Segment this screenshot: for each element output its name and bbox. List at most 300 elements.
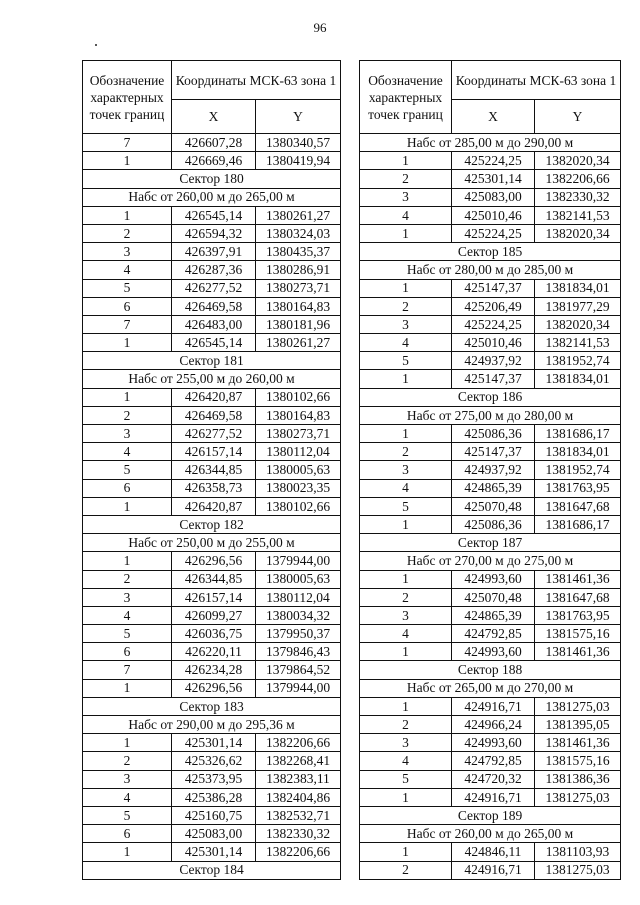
table-row bbox=[83, 643, 341, 661]
section-row bbox=[360, 134, 621, 152]
y-coordinate: 1381952,74 bbox=[535, 352, 621, 370]
point-number: 1 bbox=[83, 679, 172, 697]
y-coordinate: 1380340,57 bbox=[256, 134, 341, 152]
y-coordinate: 1380112,04 bbox=[256, 588, 341, 606]
x-coordinate: 424916,71 bbox=[452, 697, 535, 715]
y-coordinate: 1381461,36 bbox=[535, 643, 621, 661]
table-row bbox=[83, 297, 341, 315]
point-number: 1 bbox=[83, 497, 172, 515]
table-row bbox=[360, 861, 621, 879]
table-row bbox=[360, 443, 621, 461]
y-coordinate: 1382206,66 bbox=[535, 170, 621, 188]
point-number: 5 bbox=[360, 770, 452, 788]
point-number: 2 bbox=[83, 224, 172, 242]
x-coordinate: 426483,00 bbox=[172, 315, 256, 333]
table-row bbox=[360, 461, 621, 479]
table-row bbox=[360, 570, 621, 588]
section-row bbox=[360, 406, 621, 424]
point-number: 3 bbox=[360, 606, 452, 624]
table-row bbox=[83, 734, 341, 752]
section-row bbox=[83, 716, 341, 734]
table-row bbox=[83, 552, 341, 570]
y-coordinate: 1379864,52 bbox=[256, 661, 341, 679]
x-coordinate: 426469,58 bbox=[172, 297, 256, 315]
point-number: 6 bbox=[83, 479, 172, 497]
y-coordinate: 1380435,37 bbox=[256, 243, 341, 261]
section-label: Сектор 181 bbox=[83, 352, 341, 370]
point-number: 3 bbox=[83, 425, 172, 443]
table-row bbox=[360, 152, 621, 170]
point-number: 1 bbox=[360, 515, 452, 533]
table-row bbox=[83, 315, 341, 333]
y-coordinate: 1380034,32 bbox=[256, 606, 341, 624]
section-row bbox=[83, 534, 341, 552]
x-coordinate: 426234,28 bbox=[172, 661, 256, 679]
point-designation-header: Обозначение характерных точек границ bbox=[360, 61, 452, 134]
point-number: 3 bbox=[360, 315, 452, 333]
x-coordinate: 425010,46 bbox=[452, 206, 535, 224]
table-row bbox=[360, 515, 621, 533]
point-number: 4 bbox=[83, 788, 172, 806]
x-coordinate: 426545,14 bbox=[172, 206, 256, 224]
table-row bbox=[83, 224, 341, 242]
y-coordinate: 1381575,16 bbox=[535, 625, 621, 643]
y-coordinate: 1382268,41 bbox=[256, 752, 341, 770]
y-coordinate: 1382141,53 bbox=[535, 206, 621, 224]
section-label: Сектор 185 bbox=[360, 243, 621, 261]
table-row bbox=[360, 770, 621, 788]
section-label: Набс от 250,00 м до 255,00 м bbox=[83, 534, 341, 552]
table-row bbox=[360, 352, 621, 370]
table-row bbox=[83, 788, 341, 806]
y-coordinate: 1380102,66 bbox=[256, 388, 341, 406]
point-number: 5 bbox=[83, 625, 172, 643]
y-coordinate: 1381275,03 bbox=[535, 697, 621, 715]
y-coordinate: 1380273,71 bbox=[256, 425, 341, 443]
point-number: 2 bbox=[360, 170, 452, 188]
x-coordinate: 424792,85 bbox=[452, 625, 535, 643]
page-number: 96 bbox=[313, 20, 327, 35]
table-row bbox=[360, 788, 621, 806]
y-coordinate: 1381834,01 bbox=[535, 279, 621, 297]
y-coordinate: 1381647,68 bbox=[535, 497, 621, 515]
table-row bbox=[360, 425, 621, 443]
table-row bbox=[83, 425, 341, 443]
point-number: 1 bbox=[83, 206, 172, 224]
point-number: 4 bbox=[360, 479, 452, 497]
point-number: 1 bbox=[360, 370, 452, 388]
x-coordinate: 426099,27 bbox=[172, 606, 256, 624]
right-table-body bbox=[360, 134, 621, 880]
y-coordinate: 1381686,17 bbox=[535, 515, 621, 533]
section-label: Сектор 182 bbox=[83, 515, 341, 533]
table-row bbox=[360, 370, 621, 388]
point-number: 2 bbox=[360, 588, 452, 606]
table-row bbox=[83, 606, 341, 624]
point-number: 1 bbox=[83, 734, 172, 752]
x-coordinate: 426296,56 bbox=[172, 552, 256, 570]
x-column-header: X bbox=[172, 100, 256, 134]
point-number: 1 bbox=[83, 388, 172, 406]
x-coordinate: 424865,39 bbox=[452, 479, 535, 497]
x-coordinate: 424993,60 bbox=[452, 734, 535, 752]
section-label: Набс от 260,00 м до 265,00 м bbox=[360, 825, 621, 843]
x-coordinate: 426545,14 bbox=[172, 334, 256, 352]
y-coordinate: 1381647,68 bbox=[535, 588, 621, 606]
x-coordinate: 425206,49 bbox=[452, 297, 535, 315]
point-number: 3 bbox=[360, 461, 452, 479]
y-coordinate: 1380286,91 bbox=[256, 261, 341, 279]
x-coordinate: 426358,73 bbox=[172, 479, 256, 497]
y-column-header: Y bbox=[535, 100, 621, 134]
point-number: 2 bbox=[360, 297, 452, 315]
table-row bbox=[360, 716, 621, 734]
y-coordinate: 1381575,16 bbox=[535, 752, 621, 770]
section-label: Набс от 280,00 м до 285,00 м bbox=[360, 261, 621, 279]
section-label: Сектор 186 bbox=[360, 388, 621, 406]
y-coordinate: 1380005,63 bbox=[256, 461, 341, 479]
y-coordinate: 1382383,11 bbox=[256, 770, 341, 788]
table-row bbox=[83, 261, 341, 279]
section-row bbox=[83, 861, 341, 879]
table-row bbox=[83, 497, 341, 515]
table-row bbox=[360, 734, 621, 752]
table-row bbox=[83, 825, 341, 843]
y-coordinate: 1382020,34 bbox=[535, 315, 621, 333]
x-coordinate: 426420,87 bbox=[172, 388, 256, 406]
x-coordinate: 425083,00 bbox=[452, 188, 535, 206]
section-label: Набс от 285,00 м до 290,00 м bbox=[360, 134, 621, 152]
point-number: 6 bbox=[83, 643, 172, 661]
y-coordinate: 1379944,00 bbox=[256, 679, 341, 697]
y-coordinate: 1380164,83 bbox=[256, 406, 341, 424]
table-row bbox=[360, 697, 621, 715]
section-row bbox=[360, 806, 621, 824]
x-coordinate: 424966,24 bbox=[452, 716, 535, 734]
point-number: 3 bbox=[83, 243, 172, 261]
table-row bbox=[83, 625, 341, 643]
point-number: 5 bbox=[360, 352, 452, 370]
section-label: Сектор 183 bbox=[83, 697, 341, 715]
x-coordinate: 425086,36 bbox=[452, 425, 535, 443]
y-coordinate: 1381461,36 bbox=[535, 570, 621, 588]
section-label: Сектор 189 bbox=[360, 806, 621, 824]
x-coordinate: 424937,92 bbox=[452, 352, 535, 370]
y-coordinate: 1381834,01 bbox=[535, 370, 621, 388]
point-number: 1 bbox=[360, 788, 452, 806]
y-coordinate: 1381275,03 bbox=[535, 788, 621, 806]
y-coordinate: 1381686,17 bbox=[535, 425, 621, 443]
table-row bbox=[360, 606, 621, 624]
y-coordinate: 1382141,53 bbox=[535, 334, 621, 352]
x-column-header: X bbox=[452, 100, 535, 134]
y-coordinate: 1379846,43 bbox=[256, 643, 341, 661]
point-number: 2 bbox=[83, 570, 172, 588]
x-coordinate: 425086,36 bbox=[452, 515, 535, 533]
coordinates-header: Координаты МСК-63 зона 1 bbox=[172, 61, 341, 100]
y-coordinate: 1381386,36 bbox=[535, 770, 621, 788]
point-number: 1 bbox=[360, 152, 452, 170]
point-number: 7 bbox=[83, 661, 172, 679]
x-coordinate: 426669,46 bbox=[172, 152, 256, 170]
y-coordinate: 1381834,01 bbox=[535, 443, 621, 461]
section-label: Набс от 270,00 м до 275,00 м bbox=[360, 552, 621, 570]
x-coordinate: 426277,52 bbox=[172, 425, 256, 443]
point-number: 7 bbox=[83, 315, 172, 333]
point-number: 4 bbox=[360, 625, 452, 643]
y-coordinate: 1382404,86 bbox=[256, 788, 341, 806]
x-coordinate: 426420,87 bbox=[172, 497, 256, 515]
point-number: 1 bbox=[360, 643, 452, 661]
point-number: 1 bbox=[360, 570, 452, 588]
section-row bbox=[360, 552, 621, 570]
section-row bbox=[83, 515, 341, 533]
point-number: 1 bbox=[83, 843, 172, 861]
x-coordinate: 425147,37 bbox=[452, 370, 535, 388]
x-coordinate: 424937,92 bbox=[452, 461, 535, 479]
table-row bbox=[83, 388, 341, 406]
section-row bbox=[83, 370, 341, 388]
y-coordinate: 1380005,63 bbox=[256, 570, 341, 588]
x-coordinate: 424993,60 bbox=[452, 570, 535, 588]
y-coordinate: 1381103,93 bbox=[535, 843, 621, 861]
y-column-header: Y bbox=[256, 100, 341, 134]
x-coordinate: 425224,25 bbox=[452, 224, 535, 242]
table-row bbox=[360, 588, 621, 606]
x-coordinate: 426594,32 bbox=[172, 224, 256, 242]
x-coordinate: 424846,11 bbox=[452, 843, 535, 861]
coordinates-table-right bbox=[359, 60, 621, 880]
section-label: Сектор 184 bbox=[83, 861, 341, 879]
x-coordinate: 425147,37 bbox=[452, 443, 535, 461]
point-number: 3 bbox=[360, 734, 452, 752]
x-coordinate: 425224,25 bbox=[452, 315, 535, 333]
table-row bbox=[360, 279, 621, 297]
x-coordinate: 424792,85 bbox=[452, 752, 535, 770]
point-number: 3 bbox=[360, 188, 452, 206]
point-number: 4 bbox=[360, 206, 452, 224]
x-coordinate: 425070,48 bbox=[452, 588, 535, 606]
point-number: 2 bbox=[83, 406, 172, 424]
table-row bbox=[360, 297, 621, 315]
table-row bbox=[360, 479, 621, 497]
y-coordinate: 1382206,66 bbox=[256, 843, 341, 861]
table-row bbox=[360, 170, 621, 188]
table-row bbox=[360, 224, 621, 242]
table-row bbox=[83, 243, 341, 261]
table-row bbox=[83, 679, 341, 697]
table-row bbox=[83, 152, 341, 170]
y-coordinate: 1380164,83 bbox=[256, 297, 341, 315]
section-label: Набс от 290,00 м до 295,36 м bbox=[83, 716, 341, 734]
table-row bbox=[360, 643, 621, 661]
y-coordinate: 1379950,37 bbox=[256, 625, 341, 643]
x-coordinate: 426607,28 bbox=[172, 134, 256, 152]
x-coordinate: 425301,14 bbox=[452, 170, 535, 188]
x-coordinate: 425147,37 bbox=[452, 279, 535, 297]
table-row bbox=[83, 334, 341, 352]
table-row bbox=[360, 206, 621, 224]
x-coordinate: 425070,48 bbox=[452, 497, 535, 515]
x-coordinate: 426277,52 bbox=[172, 279, 256, 297]
table-row bbox=[83, 752, 341, 770]
section-label: Набс от 275,00 м до 280,00 м bbox=[360, 406, 621, 424]
y-coordinate: 1381395,05 bbox=[535, 716, 621, 734]
table-row bbox=[360, 752, 621, 770]
point-number: 7 bbox=[83, 134, 172, 152]
x-coordinate: 424916,71 bbox=[452, 788, 535, 806]
table-row bbox=[83, 661, 341, 679]
x-coordinate: 426157,14 bbox=[172, 443, 256, 461]
section-row bbox=[360, 261, 621, 279]
section-label: Сектор 187 bbox=[360, 534, 621, 552]
section-label: Набс от 260,00 м до 265,00 м bbox=[83, 188, 341, 206]
section-label: Сектор 180 bbox=[83, 170, 341, 188]
table-row bbox=[360, 497, 621, 515]
left-table-body bbox=[83, 134, 341, 880]
x-coordinate: 426344,85 bbox=[172, 461, 256, 479]
table-row bbox=[360, 843, 621, 861]
point-number: 1 bbox=[360, 425, 452, 443]
x-coordinate: 425301,14 bbox=[172, 843, 256, 861]
y-coordinate: 1381763,95 bbox=[535, 479, 621, 497]
point-number: 2 bbox=[360, 716, 452, 734]
point-number: 1 bbox=[360, 843, 452, 861]
y-coordinate: 1381952,74 bbox=[535, 461, 621, 479]
y-coordinate: 1382020,34 bbox=[535, 224, 621, 242]
section-label: Сектор 188 bbox=[360, 661, 621, 679]
table-row bbox=[83, 406, 341, 424]
point-number: 1 bbox=[83, 152, 172, 170]
table-row bbox=[360, 625, 621, 643]
x-coordinate: 426220,11 bbox=[172, 643, 256, 661]
y-coordinate: 1381977,29 bbox=[535, 297, 621, 315]
point-number: 6 bbox=[83, 825, 172, 843]
x-coordinate: 426157,14 bbox=[172, 588, 256, 606]
table-row bbox=[83, 461, 341, 479]
point-number: 3 bbox=[83, 588, 172, 606]
table-row bbox=[83, 443, 341, 461]
table-row bbox=[83, 206, 341, 224]
coordinates-header: Координаты МСК-63 зона 1 bbox=[452, 61, 621, 100]
point-number: 1 bbox=[360, 697, 452, 715]
y-coordinate: 1380181,96 bbox=[256, 315, 341, 333]
y-coordinate: 1382330,32 bbox=[535, 188, 621, 206]
y-coordinate: 1382532,71 bbox=[256, 806, 341, 824]
table-row bbox=[83, 843, 341, 861]
y-coordinate: 1380023,35 bbox=[256, 479, 341, 497]
x-coordinate: 426296,56 bbox=[172, 679, 256, 697]
x-coordinate: 426036,75 bbox=[172, 625, 256, 643]
x-coordinate: 426287,36 bbox=[172, 261, 256, 279]
table-row bbox=[360, 315, 621, 333]
x-coordinate: 425301,14 bbox=[172, 734, 256, 752]
point-number: 4 bbox=[83, 261, 172, 279]
point-number: 2 bbox=[83, 752, 172, 770]
section-row bbox=[360, 679, 621, 697]
x-coordinate: 424993,60 bbox=[452, 643, 535, 661]
table-row bbox=[83, 570, 341, 588]
section-row bbox=[360, 534, 621, 552]
point-number: 1 bbox=[360, 279, 452, 297]
point-number: 5 bbox=[83, 279, 172, 297]
x-coordinate: 425224,25 bbox=[452, 152, 535, 170]
coordinates-table-left bbox=[82, 60, 341, 880]
table-row bbox=[83, 770, 341, 788]
y-coordinate: 1381275,03 bbox=[535, 861, 621, 879]
point-number: 5 bbox=[83, 461, 172, 479]
y-coordinate: 1380112,04 bbox=[256, 443, 341, 461]
section-row bbox=[360, 825, 621, 843]
y-coordinate: 1380324,03 bbox=[256, 224, 341, 242]
table-row bbox=[83, 806, 341, 824]
x-coordinate: 425326,62 bbox=[172, 752, 256, 770]
section-row bbox=[83, 352, 341, 370]
x-coordinate: 425373,95 bbox=[172, 770, 256, 788]
x-coordinate: 424916,71 bbox=[452, 861, 535, 879]
table-row bbox=[83, 479, 341, 497]
table-row bbox=[83, 134, 341, 152]
section-label: Набс от 255,00 м до 260,00 м bbox=[83, 370, 341, 388]
table-row bbox=[360, 334, 621, 352]
scan-speck bbox=[95, 44, 97, 46]
x-coordinate: 426397,91 bbox=[172, 243, 256, 261]
x-coordinate: 425386,28 bbox=[172, 788, 256, 806]
point-number: 1 bbox=[83, 552, 172, 570]
section-row bbox=[360, 661, 621, 679]
y-coordinate: 1380261,27 bbox=[256, 206, 341, 224]
x-coordinate: 424865,39 bbox=[452, 606, 535, 624]
point-number: 4 bbox=[83, 443, 172, 461]
x-coordinate: 425010,46 bbox=[452, 334, 535, 352]
x-coordinate: 424720,32 bbox=[452, 770, 535, 788]
y-coordinate: 1382330,32 bbox=[256, 825, 341, 843]
point-number: 4 bbox=[360, 752, 452, 770]
y-coordinate: 1380419,94 bbox=[256, 152, 341, 170]
x-coordinate: 425160,75 bbox=[172, 806, 256, 824]
section-row bbox=[83, 697, 341, 715]
point-number: 6 bbox=[83, 297, 172, 315]
x-coordinate: 426469,58 bbox=[172, 406, 256, 424]
table-row bbox=[83, 279, 341, 297]
x-coordinate: 426344,85 bbox=[172, 570, 256, 588]
point-number: 2 bbox=[360, 861, 452, 879]
section-row bbox=[360, 388, 621, 406]
point-number: 3 bbox=[83, 770, 172, 788]
point-designation-header: Обозначение характерных точек границ bbox=[83, 61, 172, 134]
y-coordinate: 1382206,66 bbox=[256, 734, 341, 752]
section-row bbox=[83, 170, 341, 188]
x-coordinate: 425083,00 bbox=[172, 825, 256, 843]
y-coordinate: 1379944,00 bbox=[256, 552, 341, 570]
y-coordinate: 1382020,34 bbox=[535, 152, 621, 170]
point-number: 1 bbox=[360, 224, 452, 242]
y-coordinate: 1380102,66 bbox=[256, 497, 341, 515]
y-coordinate: 1380261,27 bbox=[256, 334, 341, 352]
point-number: 5 bbox=[360, 497, 452, 515]
point-number: 4 bbox=[83, 606, 172, 624]
point-number: 2 bbox=[360, 443, 452, 461]
section-row bbox=[360, 243, 621, 261]
y-coordinate: 1381763,95 bbox=[535, 606, 621, 624]
point-number: 4 bbox=[360, 334, 452, 352]
table-row bbox=[360, 188, 621, 206]
section-label: Набс от 265,00 м до 270,00 м bbox=[360, 679, 621, 697]
point-number: 5 bbox=[83, 806, 172, 824]
section-row bbox=[83, 188, 341, 206]
table-row bbox=[83, 588, 341, 606]
y-coordinate: 1380273,71 bbox=[256, 279, 341, 297]
